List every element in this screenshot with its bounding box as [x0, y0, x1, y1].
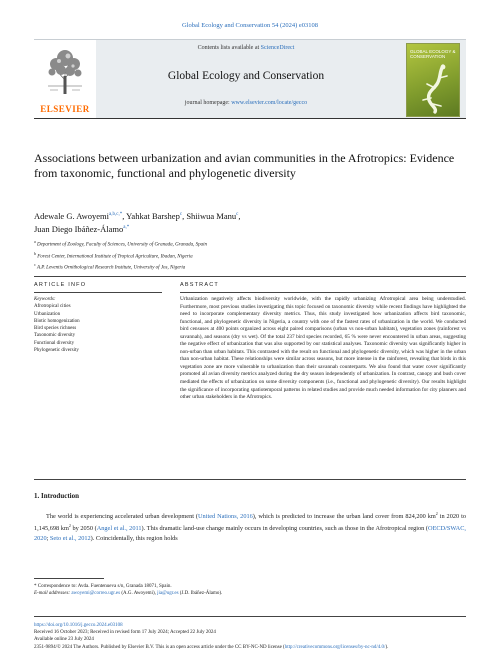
email-note: E-mail addresses: awoyemi@correo.ugr.es (A.G. Awoyemi), jia@ugr.es (J.D. Ibáñez-Álamo). — [34, 591, 223, 597]
footnote-divider — [34, 578, 104, 579]
email-link[interactable]: awoyemi@correo.ugr.es — [71, 591, 121, 597]
cover-title: GLOBAL ECOLOGY & CONSERVATION — [410, 49, 456, 59]
divider — [34, 479, 466, 480]
journal-masthead — [34, 39, 466, 119]
masthead-center — [96, 40, 396, 118]
article-metadata — [34, 622, 466, 651]
affiliation: $^b$ Forest Center, International Institute of Tropical Agriculture, Ibadan, Nigeria — [34, 250, 193, 260]
citation-link[interactable]: OECD/SWAC, 2020 — [34, 525, 466, 542]
keyword: Functional diversity — [34, 340, 75, 346]
affiliation: $^c$ A.P. Leventis Ornithological Research Institute, University of Jos, Nigeria — [34, 262, 186, 271]
author-list — [34, 209, 464, 235]
divider — [34, 616, 466, 617]
article-info-heading: ARTICLE INFO — [34, 282, 87, 288]
introduction-paragraph: The world is experiencing accelerated urban development (United Nations, 2016), which is predicted to increase the urban land cover from 824,200 $km^2$ in 2020 to 1,145,698 $km^2$ by 2050 (Angel et al., 2011). This dramatic land-use change mainly occurs in developing countries, such as those in the Afrotropical region (OECD/SWAC, 2020; Seto et al., 2012). Coincidentally, this region holds — [34, 511, 466, 542]
keyword: Phylogenetic diversity — [34, 348, 79, 354]
journal-reference[interactable]: Global Ecology and Conservation 54 (2024) e03108 — [181, 22, 319, 29]
available-online: Available online 23 July 2024 — [34, 637, 94, 643]
affiliation: $^a$ Department of Zoology, Faculty of Sciences, University of Granada, Granada, Spain — [34, 239, 208, 248]
author[interactable]: Yahkat Barshep$^c$, — [126, 210, 187, 221]
contents-line — [96, 45, 396, 51]
received-dates: Received 16 October 2023; Received in revised form 17 July 2024; Accepted 22 July 2024 — [34, 630, 216, 636]
keyword: Bird species richness — [34, 326, 77, 332]
journal-cover-thumbnail[interactable] — [406, 43, 460, 117]
abstract-text: Urbanization negatively affects biodiversity worldwide, with the rapidly urbanizing Afrotropical area being understudied. Furthermore, most previous studies investigating this topic focused on taxonomic diversity while recent findings have highlighted the need to incorporate complementary diversity metrics. Thus, this study investigated how urbanization affects bird taxonomic, functional, and phylogenetic diversity in Nigeria, a country with one of the fastest rates of urbanization in the world. We conducted bird censuses at 400 points organized across eight paired comparisons (urban vs non-urban habitats), vegetation zones (rainforest vs savannah), and seasons (dry vs wet). Of the total 237 bird species recorded, 65 % were never encountered in urban areas, suggesting the negative effect of urbanization that was also supported by our statistical analyses. Taxonomic diversity was significantly higher in non-urban than urban habitats. This contrasted with the result on functional and phylogenetic diversity, which was higher in the urban than non-urban habitat. These relationships were similar across seasons, but more intense in the rainforest, revealing that birds in this vegetation zone are more vulnerable to urbanization than their savannah counterparts. We also found that water cover significantly promoted all avian diversity metrics analyzed during the dry season independently of urbanization. In contrast, canopy and bush cover mediated the effects of urbanization on some diversity components (i.e., functional and phylogenetic diversity). Our results highlight the significance of incorporating spatiotemporal patterns in related studies and provide much needed information for city planners and other urban stakeholders in the Afrotropics. — [180, 296, 466, 401]
citation-link[interactable]: Angel et al., 2011 — [96, 525, 142, 533]
elsevier-wordmark: ELSEVIER — [40, 104, 90, 114]
author[interactable]: Shiiwua Manu$^c$, — [186, 210, 241, 221]
journal-title: Global Ecology and Conservation — [167, 70, 325, 82]
affiliations — [34, 238, 464, 273]
divider — [34, 276, 466, 277]
homepage-line — [96, 100, 396, 106]
doi-link[interactable]: https://doi.org/10.1016/j.gecco.2024.e03108 — [34, 623, 123, 628]
introduction-heading: 1. Introduction — [34, 492, 79, 500]
keyword: Urbanization — [34, 311, 61, 317]
abstract-heading: ABSTRACT — [180, 282, 219, 288]
elsevier-logo[interactable] — [34, 40, 96, 118]
lizard-icon — [417, 64, 453, 114]
keywords-block — [34, 296, 162, 354]
sciencedirect-link[interactable]: ScienceDirect — [260, 45, 295, 51]
contents-prefix: Contents lists available at — [197, 45, 261, 51]
citation-link[interactable]: United Nations, 2016 — [198, 513, 253, 521]
author[interactable]: Adewale G. Awoyemi$^{a,b,c,*}$, — [34, 210, 127, 221]
elsevier-tree-icon — [44, 46, 86, 96]
homepage-link[interactable]: www.elsevier.com/locate/gecco — [231, 100, 308, 106]
author[interactable]: Juan Diego Ibáñez-Álamo$^{a,*}$ — [34, 223, 130, 234]
article-title: Associations between urbanization and avian communities in the Afrotropics: Evidence from taxonomic, functional and phylogenetic diversity — [34, 151, 455, 180]
license-link[interactable]: http://creativecommons.org/licenses/by-nc-nd/4.0/ — [284, 644, 386, 650]
license-statement: 2351-9894/© 2024 The Authors. Published by Elsevier B.V. This is an open access article under the CC BY-NC-ND license (http://creativecommons.org/licenses/by-nc-nd/4.0/). — [34, 644, 389, 650]
citation-link[interactable]: Seto et al., 2012 — [49, 534, 91, 542]
email-link[interactable]: jia@ugr.es — [157, 591, 179, 597]
keyword: Afrotropical cities — [34, 304, 71, 310]
divider — [180, 292, 466, 293]
correspondence-note: * Correspondence to: Avda. Fuentenueva s/n, Granada 18071, Spain. — [34, 584, 172, 589]
keyword: Taxonomic diversity — [34, 333, 76, 339]
homepage-prefix: journal homepage: — [184, 100, 232, 106]
footnotes — [34, 583, 466, 597]
divider — [34, 292, 162, 293]
keywords-label: Keywords: — [34, 297, 56, 302]
keyword: Biotic homogenization — [34, 318, 80, 324]
